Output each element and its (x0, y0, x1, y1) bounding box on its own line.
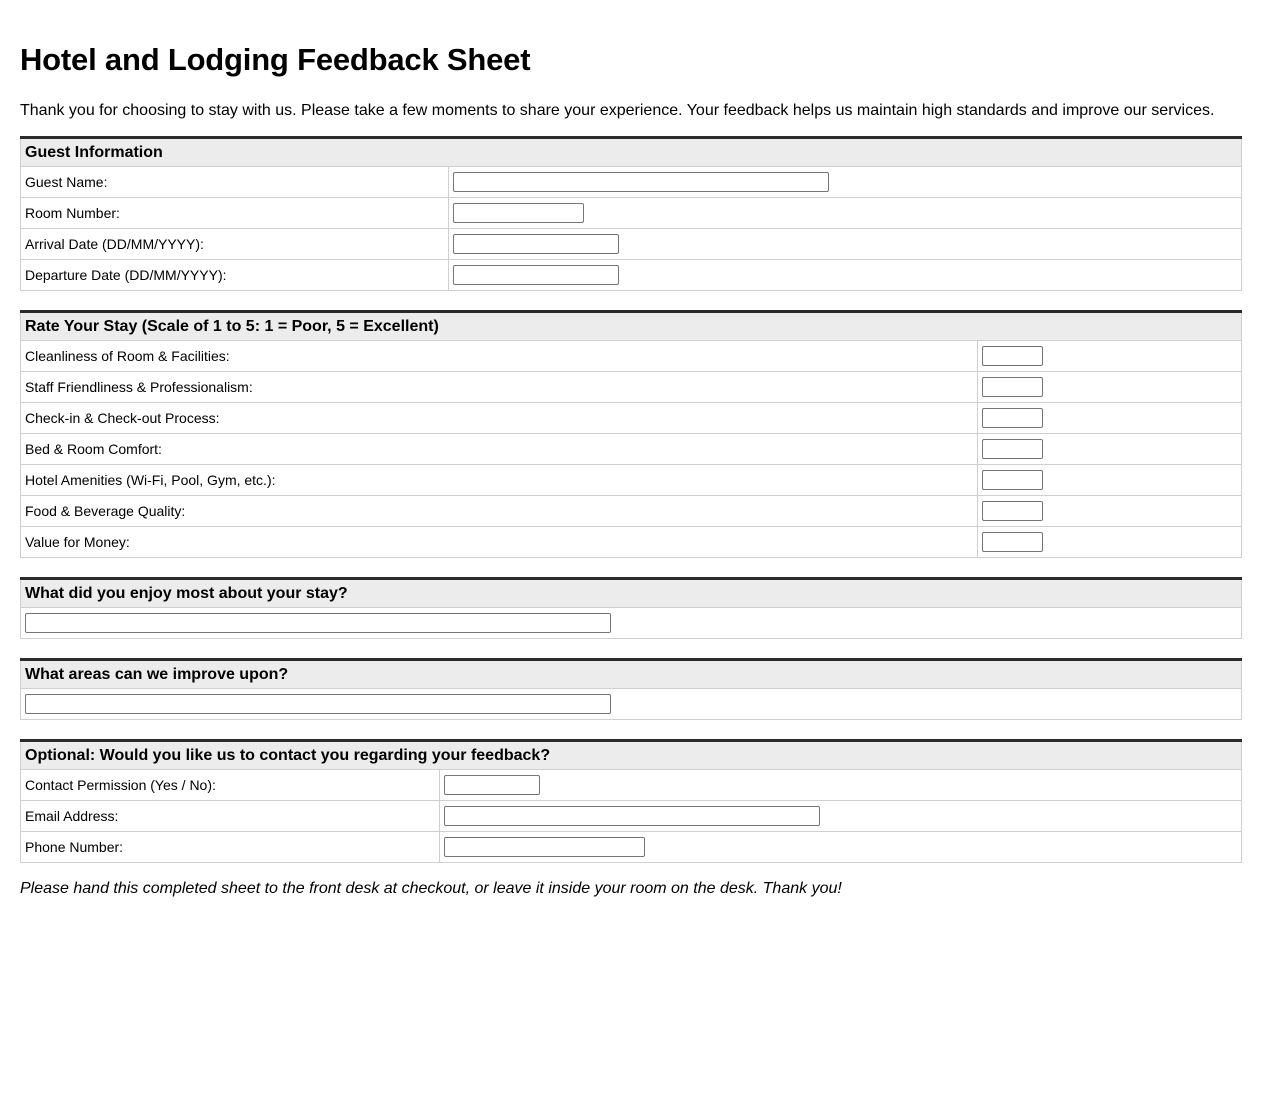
contact-heading: Optional: Would you like us to contact you regarding your feedback? (21, 741, 1242, 770)
rating-input-staff[interactable] (982, 377, 1043, 397)
rating-input-amenities[interactable] (982, 470, 1043, 490)
closing-note: Please hand this completed sheet to the front desk at checkout, or leave it inside your room on the desk. Thank you! (20, 880, 842, 897)
email-label: Email Address: (21, 801, 440, 832)
contact-permission-input[interactable] (444, 775, 540, 795)
departure-date-input[interactable] (453, 265, 619, 285)
table-row (21, 434, 1242, 465)
enjoy-input[interactable] (25, 613, 611, 633)
rating-label-staff: Staff Friendliness & Professionalism: (21, 372, 978, 403)
table-row (21, 465, 1242, 496)
guest-info-heading: Guest Information (21, 138, 1242, 167)
guest-name-input[interactable] (453, 172, 829, 192)
table-row (21, 689, 1242, 720)
rating-label-cleanliness: Cleanliness of Room & Facilities: (21, 341, 978, 372)
table-row (21, 527, 1242, 558)
table-row (21, 403, 1242, 434)
enjoy-section (20, 577, 1242, 639)
table-row (21, 832, 1242, 863)
improve-section (20, 658, 1242, 720)
table-row (21, 770, 1242, 801)
email-input[interactable] (444, 806, 820, 826)
page-title: Hotel and Lodging Feedback Sheet (20, 42, 531, 77)
room-number-label: Room Number: (21, 198, 449, 229)
table-row (21, 496, 1242, 527)
rating-label-checkin: Check-in & Check-out Process: (21, 403, 978, 434)
rating-label-comfort: Bed & Room Comfort: (21, 434, 978, 465)
ratings-heading: Rate Your Stay (Scale of 1 to 5: 1 = Poor, 5 = Excellent) (21, 312, 1242, 341)
guest-name-label: Guest Name: (21, 167, 449, 198)
departure-date-label: Departure Date (DD/MM/YYYY): (21, 260, 449, 291)
ratings-section (20, 310, 1242, 558)
contact-permission-label: Contact Permission (Yes / No): (21, 770, 440, 801)
rating-label-food: Food & Beverage Quality: (21, 496, 978, 527)
table-row (21, 167, 1242, 198)
table-row (21, 608, 1242, 639)
enjoy-heading: What did you enjoy most about your stay? (21, 579, 1242, 608)
rating-input-checkin[interactable] (982, 408, 1043, 428)
contact-section (20, 739, 1242, 863)
phone-input[interactable] (444, 837, 645, 857)
table-row (21, 341, 1242, 372)
table-row (21, 229, 1242, 260)
phone-label: Phone Number: (21, 832, 440, 863)
table-row (21, 260, 1242, 291)
rating-input-comfort[interactable] (982, 439, 1043, 459)
arrival-date-input[interactable] (453, 234, 619, 254)
intro-text: Thank you for choosing to stay with us. Please take a few moments to share your experience. Your feedback helps us maintain high standards and improve our services. (20, 102, 1215, 119)
rating-label-amenities: Hotel Amenities (Wi-Fi, Pool, Gym, etc.): (21, 465, 978, 496)
arrival-date-label: Arrival Date (DD/MM/YYYY): (21, 229, 449, 260)
rating-label-value: Value for Money: (21, 527, 978, 558)
room-number-input[interactable] (453, 203, 584, 223)
improve-input[interactable] (25, 694, 611, 714)
table-row (21, 801, 1242, 832)
guest-info-section (20, 136, 1242, 291)
rating-input-food[interactable] (982, 501, 1043, 521)
table-row (21, 372, 1242, 403)
improve-heading: What areas can we improve upon? (21, 660, 1242, 689)
rating-input-cleanliness[interactable] (982, 346, 1043, 366)
rating-input-value[interactable] (982, 532, 1043, 552)
table-row (21, 198, 1242, 229)
